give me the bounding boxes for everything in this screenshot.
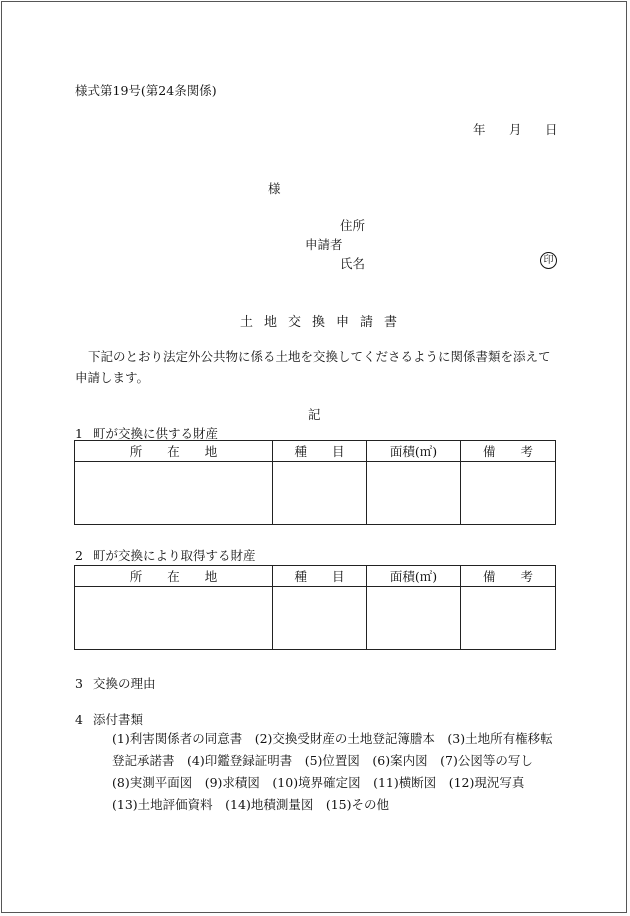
attachments-list: (1)利害関係者の同意書 (2)交換受財産の土地登記簿謄本 (3)土地所有権移転登記承諾書 (4)印鑑登録証明書 (5)位置図 (6)案内図 (7)公図等の写し (8)実測平面図 (9)求積図 (10)境界確定図 (11)横断図 (12)現況写真 (13)土地評価資料 (14)地積測量図 (15)その他 [112, 731, 553, 812]
seal-mark: 印 [540, 252, 557, 269]
table-row [75, 462, 556, 525]
cell-location[interactable] [75, 587, 273, 650]
property-table-2 [74, 565, 556, 650]
cell-area[interactable] [367, 462, 461, 525]
section-1-number: 1 [75, 426, 83, 441]
header-category: 種 目 [273, 441, 367, 462]
date-month: 月 [509, 122, 522, 137]
cell-location[interactable] [75, 462, 273, 525]
form-number: 様式第19号(第24条関係) [75, 83, 217, 98]
property-table-1 [74, 440, 556, 525]
date-year: 年 [473, 122, 486, 137]
document-title: 土地交換申請書 [240, 315, 409, 330]
cell-remarks[interactable] [461, 587, 556, 650]
ki-heading: 記 [308, 407, 321, 422]
header-area: 面積(㎡) [367, 441, 461, 462]
section-3-label: 交換の理由 [93, 676, 156, 691]
table-header-row [75, 441, 556, 462]
date-day: 日 [545, 122, 558, 137]
section-2-number: 2 [75, 548, 83, 563]
section-4-heading [75, 710, 143, 728]
table-row [75, 587, 556, 650]
header-remarks: 備 考 [461, 441, 556, 462]
section-2-label: 町が交換により取得する財産 [93, 548, 256, 563]
cell-remarks[interactable] [461, 462, 556, 525]
header-location: 所 在 地 [75, 566, 273, 587]
body-paragraph: 下記のとおり法定外公共物に係る土地を交換してくださるように関係書類を添えて申請します。 [75, 349, 551, 385]
cell-area[interactable] [367, 587, 461, 650]
section-1-label: 町が交換に供する財産 [93, 426, 219, 441]
table-header-row [75, 566, 556, 587]
header-location: 所 在 地 [75, 441, 273, 462]
section-2-heading [75, 546, 256, 564]
header-category: 種 目 [273, 566, 367, 587]
name-label: 氏名 [340, 256, 366, 271]
addressee-suffix: 様 [268, 181, 281, 196]
header-remarks: 備 考 [461, 566, 556, 587]
section-3-number: 3 [75, 676, 83, 691]
cell-category[interactable] [273, 462, 367, 525]
section-4-number: 4 [75, 712, 83, 727]
address-label: 住所 [340, 218, 366, 233]
section-4-label: 添付書類 [93, 712, 144, 727]
applicant-label: 申請者 [305, 237, 343, 252]
header-area: 面積(㎡) [367, 566, 461, 587]
section-3-heading [75, 674, 156, 692]
cell-category[interactable] [273, 587, 367, 650]
